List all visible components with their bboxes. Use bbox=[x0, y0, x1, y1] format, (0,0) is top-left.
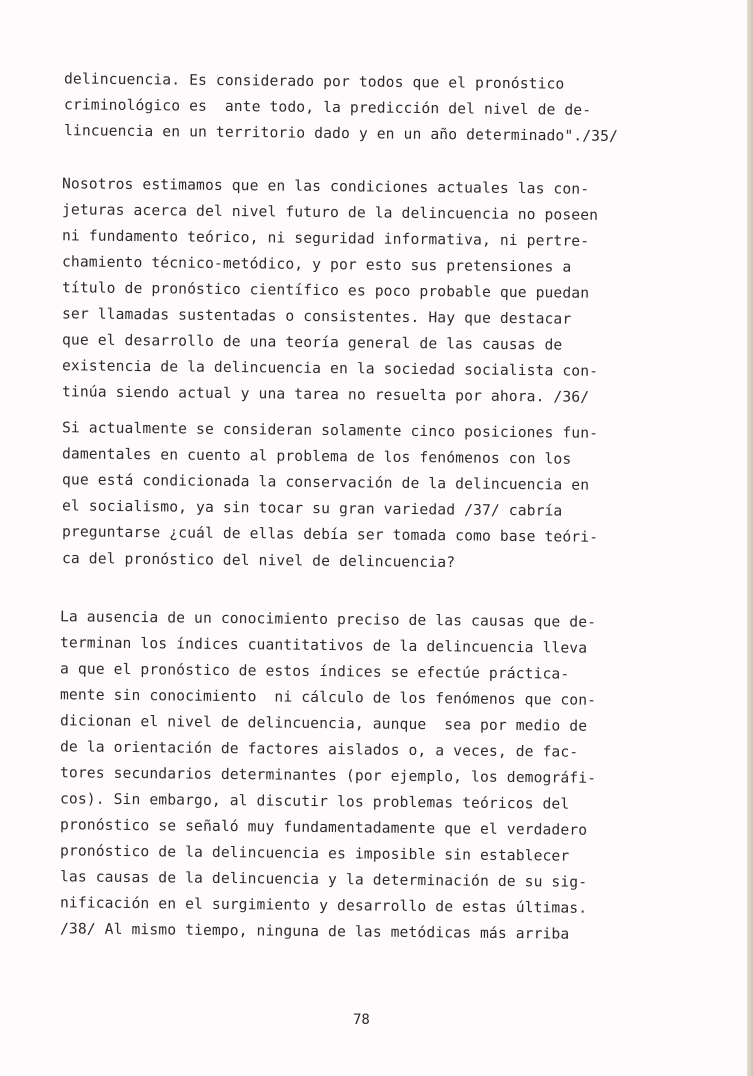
text-line: /38/ Al mismo tiempo, ninguna de las metódicas más arriba bbox=[59, 920, 570, 943]
text-line: nificación en el surgimiento y desarrollo de estas últimas. bbox=[59, 894, 588, 917]
text-line: Nosotros estimamos que en las condiciones actuales las con- bbox=[61, 175, 590, 198]
text-line: damentales en cuento al problema de los fenómenos con los bbox=[61, 445, 572, 468]
text-line: que el desarrollo de una teoría general de las causas de bbox=[61, 331, 563, 354]
text-line: el socialismo, ya sin tocar su gran variedad /37/ cabría bbox=[61, 497, 563, 520]
text-line: dicionan el nivel de delincuencia, aunque sea por medio de bbox=[59, 712, 588, 735]
text-line: a que el pronóstico de estos índices se efectúe prácticа- bbox=[59, 660, 570, 683]
text-line: chamiento técnico-metódico, y por esto sus pretensiones a bbox=[61, 253, 572, 276]
text-line: terminan los índices cuantitativos de la delincuencia lleva bbox=[59, 634, 588, 657]
text-line: mente sin conocimiento ni cálculo de los fenómenos que con- bbox=[59, 686, 597, 709]
text-line: tores secundarios determinantes (por ejemplo, los demográfi- bbox=[59, 764, 597, 787]
text-line: título de pronóstico científico es poco probable que puedan bbox=[61, 279, 590, 302]
text-line: jeturas acerca del nivel futuro de la delincuencia no poseen bbox=[61, 201, 599, 224]
text-line: ni fundamento teórico, ni seguridad informativa, ni pertre- bbox=[61, 227, 590, 250]
page-edge bbox=[747, 0, 753, 1076]
text-line: pronóstico de la delincuencia es imposible sin establecer bbox=[59, 842, 570, 865]
text-line: ser llamadas sustentadas o consistentes. Hay que destacar bbox=[61, 305, 572, 328]
text-line: lincuencia en un territorio dado y en un año determinado"./35/ bbox=[63, 122, 619, 145]
text-line: que está condicionada la conservación de la delincuencia en bbox=[61, 471, 590, 494]
text-line: tinúa siendo actual y una tarea no resuelta por ahora. /36/ bbox=[61, 383, 590, 406]
text-line: Si actualmente se consideran solamente cinco posiciones fun- bbox=[61, 419, 599, 442]
text-line: de la orientación de factores aislados o, a veces, de fac- bbox=[59, 738, 579, 761]
text-line: preguntarse ¿cuál de ellas debía ser tomada como base teóri- bbox=[61, 523, 599, 546]
text-line: pronóstico se señaló muy fundamentadamente que el verdadero bbox=[59, 816, 588, 839]
text-line: La ausencia de un conocimiento preciso de las causas que de- bbox=[59, 608, 597, 631]
text-line: criminológico es ante todo, la predicción del nivel de de- bbox=[63, 96, 592, 119]
text-line: cos). Sin embargo, al discutir los problemas teóricos del bbox=[59, 790, 570, 813]
page-number: 78 bbox=[353, 1012, 370, 1028]
text-line: ca del pronóstico del nivel de delincuencia? bbox=[61, 549, 456, 572]
text-line: delincuencia. Es considerado por todos que el pronóstico bbox=[63, 70, 565, 93]
text-line: las causas de la delincuencia y la determinación de su sig- bbox=[59, 868, 588, 891]
text-line: existencia de la delincuencia en la sociedad socialista con- bbox=[61, 357, 599, 380]
